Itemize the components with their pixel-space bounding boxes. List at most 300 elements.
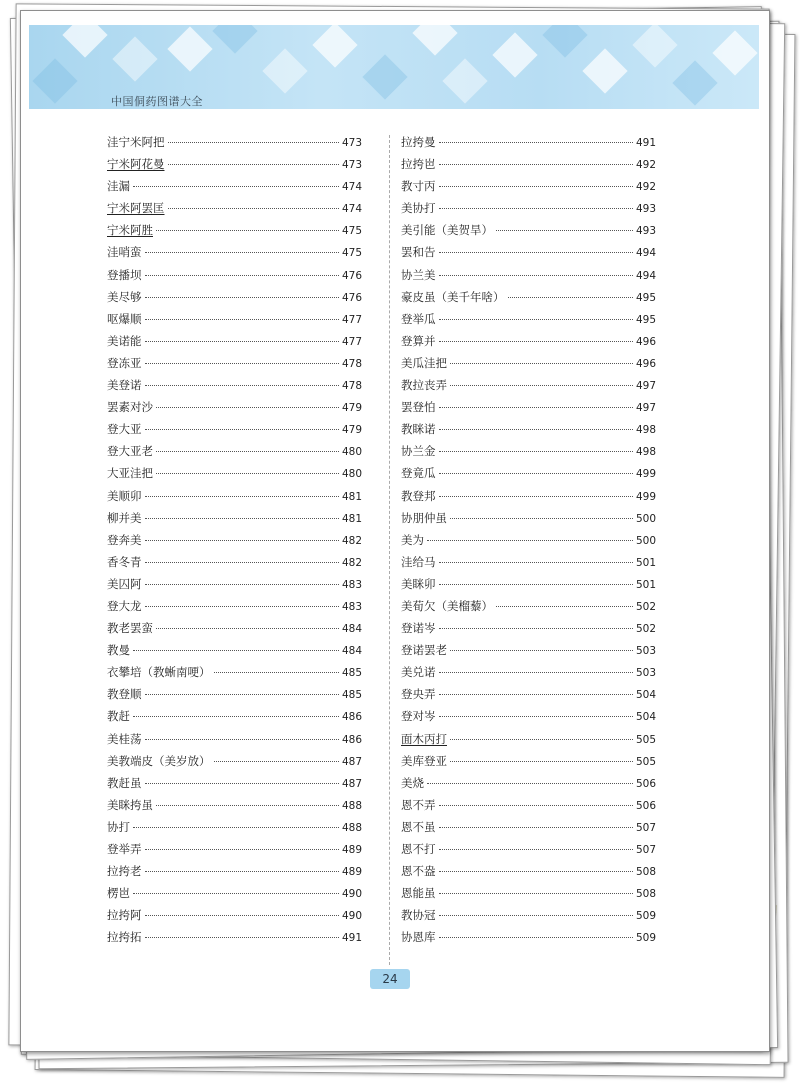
entry-page-number: 486 [341, 733, 362, 746]
dot-leader [145, 562, 339, 563]
entry-page-number: 480 [341, 468, 362, 481]
entry-page-number: 481 [341, 512, 362, 525]
entry-title: 宁米阿花曼 [107, 157, 165, 172]
dot-leader [145, 319, 339, 320]
dot-leader [156, 451, 339, 452]
entry-title: 美为 [401, 532, 424, 547]
entry-page-number: 474 [341, 203, 362, 216]
entry-title: 罢登怕 [401, 400, 436, 415]
dot-leader [439, 319, 633, 320]
dot-leader [450, 385, 633, 386]
entry-page-number: 483 [341, 578, 362, 591]
dot-leader [439, 716, 633, 717]
toc-entry [107, 399, 362, 421]
dot-leader [450, 739, 633, 740]
toc-entry [107, 267, 362, 289]
toc-entry [107, 598, 362, 620]
entry-title: 美登诺 [107, 378, 142, 393]
dot-leader [450, 650, 633, 651]
toc-entry [107, 443, 362, 465]
entry-page-number: 493 [635, 203, 656, 216]
entry-page-number: 505 [635, 755, 656, 768]
toc-entry [107, 863, 362, 885]
entry-title: 面木丙打 [401, 731, 447, 746]
entry-title: 美引能（美贺旱） [401, 223, 493, 238]
dot-leader [496, 606, 633, 607]
decorative-diamond [167, 26, 212, 71]
entry-page-number: 504 [635, 711, 656, 724]
entry-title: 罢素对沙 [107, 400, 153, 415]
toc-entry [107, 156, 362, 178]
dot-leader [439, 937, 633, 938]
entry-page-number: 490 [341, 888, 362, 901]
book-page [20, 10, 770, 1052]
entry-title: 登冻亚 [107, 355, 142, 370]
toc-entry [107, 885, 362, 907]
entry-page-number: 482 [341, 534, 362, 547]
dot-leader [496, 230, 633, 231]
toc-entry [107, 819, 362, 841]
entry-page-number: 488 [341, 821, 362, 834]
entry-title: 登大龙 [107, 598, 142, 613]
decorative-diamond [62, 25, 107, 58]
entry-title: 拉挎岜 [401, 157, 436, 172]
toc-entry [401, 797, 656, 819]
entry-title: 拉挎阿 [107, 908, 142, 923]
entry-title: 洼漏 [107, 179, 130, 194]
entry-page-number: 507 [635, 844, 656, 856]
toc-column-left [107, 134, 362, 951]
dot-leader [439, 584, 633, 585]
entry-title: 洼给马 [401, 554, 436, 569]
dot-leader [439, 893, 633, 894]
toc-entry [401, 819, 656, 841]
dot-leader [168, 208, 339, 209]
dot-leader [145, 871, 339, 872]
entry-title: 宁米阿胜 [107, 223, 153, 238]
dot-leader [133, 650, 339, 651]
entry-page-number: 479 [341, 402, 362, 415]
toc-entry [401, 488, 656, 510]
entry-title: 洼宁米阿把 [107, 135, 165, 149]
dot-leader [439, 694, 633, 695]
entry-title: 美烧 [401, 775, 424, 790]
entry-page-number: 492 [635, 159, 656, 172]
entry-page-number: 487 [341, 755, 362, 768]
toc-entry [107, 244, 362, 266]
entry-title: 登诺岑 [401, 621, 436, 636]
toc-entry [107, 465, 362, 487]
dot-leader [439, 805, 633, 806]
dot-leader [439, 186, 633, 187]
toc-entry [107, 642, 362, 664]
dot-leader [439, 429, 633, 430]
toc-entry [401, 222, 656, 244]
entry-title: 教老罢蛮 [107, 621, 153, 636]
toc-entry [401, 399, 656, 421]
entry-title: 登举瓜 [401, 311, 436, 326]
toc-entry [401, 642, 656, 664]
entry-page-number: 496 [635, 335, 656, 348]
entry-page-number: 500 [635, 512, 656, 525]
decorative-diamond [212, 25, 257, 54]
entry-title: 恩不弄 [401, 797, 436, 812]
entry-title: 美眯卯 [401, 576, 436, 591]
page-number: 24 [370, 969, 410, 989]
toc-entry [401, 289, 656, 311]
toc-entry [107, 907, 362, 929]
dot-leader [439, 628, 633, 629]
dot-leader [145, 385, 339, 386]
toc-entry [107, 664, 362, 686]
entry-title: 协兰金 [401, 444, 436, 459]
entry-page-number: 485 [341, 667, 362, 680]
decorative-diamond [412, 25, 457, 56]
dot-leader [450, 518, 633, 519]
dot-leader [439, 871, 633, 872]
entry-page-number: 475 [341, 225, 362, 238]
entry-page-number: 495 [635, 291, 656, 304]
dot-leader [145, 252, 339, 253]
dot-leader [168, 142, 339, 143]
entry-title: 登举弄 [107, 842, 142, 856]
dot-leader [156, 407, 339, 408]
toc-entry [401, 598, 656, 620]
dot-leader [439, 915, 633, 916]
toc-entry [107, 708, 362, 730]
entry-page-number: 487 [341, 777, 362, 790]
decorative-diamond [362, 54, 407, 99]
toc-entry [401, 532, 656, 554]
toc-entry [107, 686, 362, 708]
dot-leader [439, 341, 633, 342]
toc-entry [401, 576, 656, 598]
entry-title: 美荀欠（美榴藜） [401, 598, 493, 613]
dot-leader [439, 827, 633, 828]
decorative-diamond [712, 30, 757, 75]
toc-entry [401, 333, 656, 355]
dot-leader [145, 584, 339, 585]
entry-title: 教曼 [107, 643, 130, 658]
entry-page-number: 504 [635, 689, 656, 702]
toc-entry [401, 244, 656, 266]
dot-leader [156, 230, 339, 231]
entry-page-number: 491 [341, 932, 362, 945]
entry-title: 协打 [107, 819, 130, 834]
entry-page-number: 480 [341, 446, 362, 459]
entry-title: 衣攀培（教蜥南哽） [107, 665, 211, 680]
entry-page-number: 493 [635, 225, 656, 238]
entry-page-number: 509 [635, 932, 656, 945]
entry-page-number: 494 [635, 269, 656, 282]
dot-leader [145, 915, 339, 916]
entry-title: 美瓜洼把 [401, 355, 447, 370]
entry-title: 拉挎拓 [107, 930, 142, 945]
entry-page-number: 505 [635, 733, 656, 746]
dot-leader [439, 407, 633, 408]
dot-leader [145, 540, 339, 541]
entry-title: 恩不打 [401, 842, 436, 856]
toc-entry [401, 156, 656, 178]
toc-entry [401, 863, 656, 885]
dot-leader [133, 827, 339, 828]
entry-title: 协兰美 [401, 267, 436, 282]
toc-entry [401, 708, 656, 730]
dot-leader [168, 164, 339, 165]
entry-page-number: 477 [341, 335, 362, 348]
dot-leader [145, 518, 339, 519]
decorative-diamond [542, 25, 587, 58]
toc-entry [107, 488, 362, 510]
entry-title: 教眯诺 [401, 422, 436, 437]
entry-page-number: 482 [341, 556, 362, 569]
entry-title: 登诺罢老 [401, 643, 447, 658]
dot-leader [145, 937, 339, 938]
entry-title: 美桂荡 [107, 731, 142, 746]
entry-title: 教赶 [107, 709, 130, 724]
dot-leader [133, 186, 339, 187]
dot-leader [439, 275, 633, 276]
toc-entry [401, 664, 656, 686]
entry-title: 豪皮虽（美千年啥） [401, 289, 505, 304]
entry-page-number: 497 [635, 402, 656, 415]
entry-title: 登大亚 [107, 422, 142, 437]
toc-entry [401, 620, 656, 642]
entry-title: 登对岑 [401, 709, 436, 724]
entry-title: 美库登亚 [401, 753, 447, 768]
toc-entry [107, 289, 362, 311]
toc-entry [401, 554, 656, 576]
entry-title: 美诺能 [107, 333, 142, 348]
entry-title: 协恩库 [401, 930, 436, 945]
entry-title: 拉挎老 [107, 864, 142, 879]
entry-page-number: 501 [635, 556, 656, 569]
entry-page-number: 502 [635, 623, 656, 636]
toc-entry [401, 686, 656, 708]
toc-entry [107, 554, 362, 576]
toc-entry [401, 907, 656, 929]
toc-entry [401, 731, 656, 753]
entry-page-number: 508 [635, 888, 656, 901]
toc-entry [401, 885, 656, 907]
entry-title: 登竟瓜 [401, 466, 436, 481]
dot-leader [133, 893, 339, 894]
dot-leader [439, 142, 633, 143]
entry-page-number: 490 [341, 910, 362, 923]
dot-leader [508, 297, 633, 298]
entry-page-number: 509 [635, 910, 656, 923]
toc-entry [107, 620, 362, 642]
dot-leader [214, 761, 339, 762]
dot-leader [156, 628, 339, 629]
entry-page-number: 475 [341, 247, 362, 260]
dot-leader [439, 562, 633, 563]
dot-leader [145, 429, 339, 430]
entry-title: 登播坝 [107, 267, 142, 282]
entry-title: 恩不盎 [401, 864, 436, 879]
toc-entry [401, 311, 656, 333]
toc-entry [107, 731, 362, 753]
entry-title: 教协冠 [401, 908, 436, 923]
entry-page-number: 477 [341, 313, 362, 326]
entry-page-number: 503 [635, 645, 656, 658]
toc-entry [107, 841, 362, 863]
entry-page-number: 497 [635, 380, 656, 393]
toc-entry [107, 222, 362, 244]
decorative-diamond [672, 60, 717, 105]
decorative-diamond [582, 48, 627, 93]
toc-entry [107, 377, 362, 399]
toc-entry [401, 267, 656, 289]
dot-leader [145, 849, 339, 850]
entry-page-number: 500 [635, 534, 656, 547]
entry-page-number: 496 [635, 357, 656, 370]
toc-entry [401, 355, 656, 377]
dot-leader [439, 473, 633, 474]
decorative-diamond [442, 58, 487, 103]
dot-leader [439, 252, 633, 253]
dot-leader [145, 341, 339, 342]
entry-page-number: 506 [635, 777, 656, 790]
entry-title: 美兑诺 [401, 665, 436, 680]
dot-leader [450, 363, 633, 364]
entry-title: 洼哨蛮 [107, 245, 142, 260]
entry-page-number: 476 [341, 291, 362, 304]
dot-leader [156, 805, 339, 806]
entry-page-number: 479 [341, 424, 362, 437]
dot-leader [439, 164, 633, 165]
entry-page-number: 476 [341, 269, 362, 282]
entry-title: 美协打 [401, 201, 436, 216]
entry-title: 登奔美 [107, 532, 142, 547]
toc-entry [401, 929, 656, 951]
entry-title: 拉挎曼 [401, 135, 436, 149]
entry-page-number: 485 [341, 689, 362, 702]
toc-entry [107, 929, 362, 951]
book-title: 中国侗药图谱大全 [111, 95, 203, 108]
dot-leader [439, 849, 633, 850]
entry-page-number: 478 [341, 380, 362, 393]
entry-page-number: 502 [635, 600, 656, 613]
entry-title: 登大亚老 [107, 444, 153, 459]
dot-leader [439, 496, 633, 497]
entry-page-number: 481 [341, 490, 362, 503]
dot-leader [427, 540, 633, 541]
toc-entry [107, 753, 362, 775]
entry-page-number: 507 [635, 821, 656, 834]
entry-page-number: 498 [635, 424, 656, 437]
decorative-diamond [112, 36, 157, 81]
entry-page-number: 495 [635, 313, 656, 326]
toc-entry [401, 200, 656, 222]
entry-page-number: 499 [635, 490, 656, 503]
entry-page-number: 506 [635, 799, 656, 812]
toc-entry [401, 753, 656, 775]
dot-leader [145, 297, 339, 298]
entry-title: 登央弄 [401, 687, 436, 702]
entry-page-number: 491 [635, 137, 656, 149]
dot-leader [427, 783, 633, 784]
entry-title: 柳并美 [107, 510, 142, 525]
decorative-diamond [32, 58, 77, 103]
toc-entry [107, 311, 362, 333]
dot-leader [439, 451, 633, 452]
toc-entry [107, 797, 362, 819]
toc-entry [107, 200, 362, 222]
entry-title: 香冬青 [107, 554, 142, 569]
dot-leader [145, 739, 339, 740]
entry-page-number: 473 [341, 137, 362, 149]
toc-entry [107, 576, 362, 598]
dot-leader [214, 672, 339, 673]
toc-column-right [401, 134, 656, 951]
entry-title: 美顺卯 [107, 488, 142, 503]
entry-page-number: 474 [341, 181, 362, 194]
entry-page-number: 503 [635, 667, 656, 680]
entry-title: 协朋仲虽 [401, 510, 447, 525]
toc-entry [401, 178, 656, 200]
toc-entry [401, 421, 656, 443]
entry-page-number: 484 [341, 645, 362, 658]
entry-title: 呕爆顺 [107, 311, 142, 326]
entry-title: 楞岜 [107, 886, 130, 901]
toc-entry [107, 510, 362, 532]
entry-title: 美眯挎虽 [107, 797, 153, 812]
toc-entry [401, 510, 656, 532]
entry-page-number: 489 [341, 844, 362, 856]
dot-leader [439, 208, 633, 209]
entry-title: 教登顺 [107, 687, 142, 702]
entry-page-number: 483 [341, 600, 362, 613]
entry-page-number: 508 [635, 866, 656, 879]
entry-page-number: 489 [341, 866, 362, 879]
entry-page-number: 478 [341, 357, 362, 370]
toc-entry [107, 134, 362, 156]
dot-leader [133, 716, 339, 717]
toc-entry [401, 377, 656, 399]
entry-title: 罢和告 [401, 245, 436, 260]
decorative-diamond [632, 25, 677, 68]
dot-leader [145, 496, 339, 497]
entry-page-number: 488 [341, 799, 362, 812]
entry-page-number: 501 [635, 578, 656, 591]
entry-title: 大亚洼把 [107, 466, 153, 481]
dot-leader [145, 275, 339, 276]
entry-page-number: 499 [635, 468, 656, 481]
decorative-diamond [492, 32, 537, 77]
dot-leader [156, 473, 339, 474]
toc-entry [401, 443, 656, 465]
page-header-banner [29, 25, 759, 109]
entry-page-number: 473 [341, 159, 362, 172]
dot-leader [439, 672, 633, 673]
toc-entry [401, 841, 656, 863]
entry-title: 教拉丧弄 [401, 378, 447, 393]
entry-title: 教赶虽 [107, 775, 142, 790]
toc-entry [107, 178, 362, 200]
entry-title: 教登邦 [401, 488, 436, 503]
entry-title: 恩能虽 [401, 886, 436, 901]
toc-entry [107, 775, 362, 797]
entry-title: 登算并 [401, 333, 436, 348]
entry-page-number: 486 [341, 711, 362, 724]
decorative-diamond [262, 48, 307, 93]
toc-entry [107, 355, 362, 377]
entry-page-number: 484 [341, 623, 362, 636]
toc-entry [401, 465, 656, 487]
entry-title: 美尽够 [107, 289, 142, 304]
toc-entry [401, 775, 656, 797]
